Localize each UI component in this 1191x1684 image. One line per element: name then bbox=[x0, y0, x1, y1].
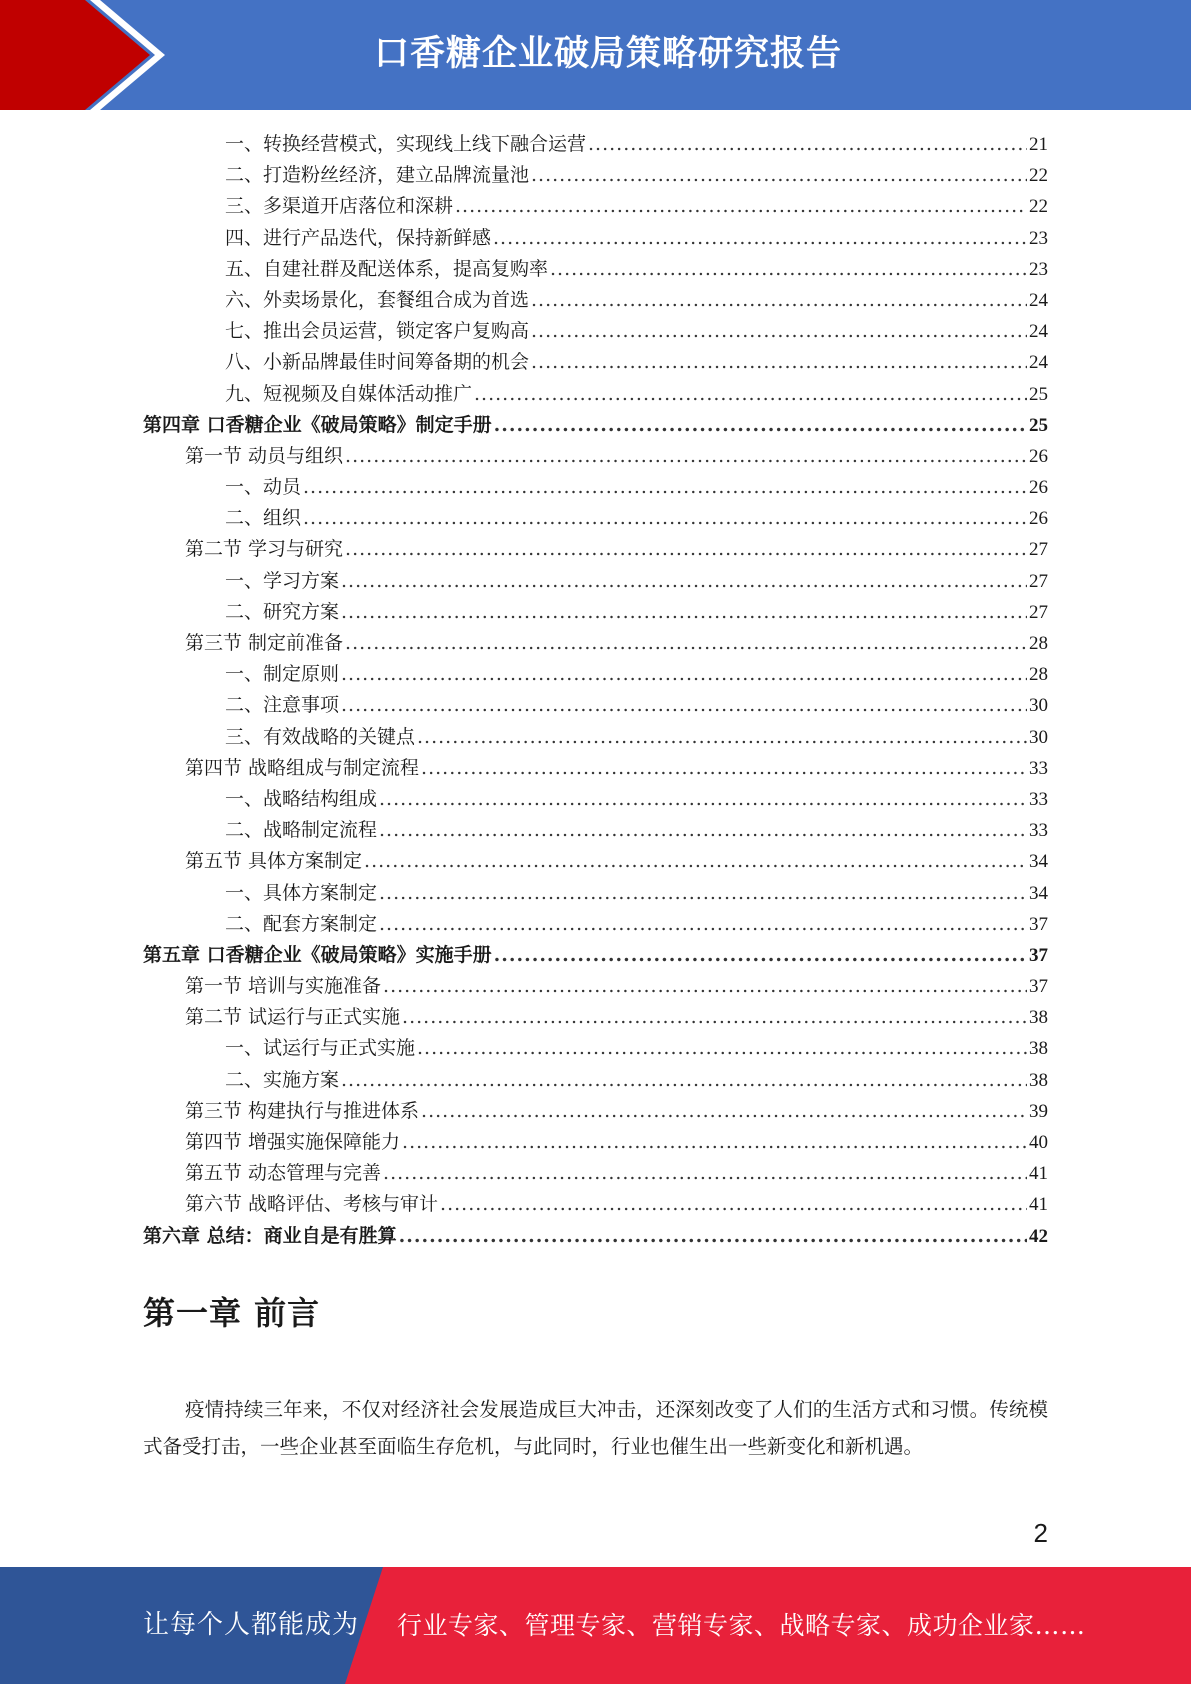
toc-entry-page: 24 bbox=[1029, 352, 1048, 374]
toc-entry-label: 一、战略结构组成 bbox=[225, 787, 378, 810]
toc-entry-label: 一、学习方案 bbox=[225, 569, 340, 592]
toc-entry-page: 22 bbox=[1029, 165, 1048, 187]
toc-leader-dots bbox=[345, 628, 1027, 659]
toc-leader-dots bbox=[399, 1221, 1027, 1252]
toc-entry-label: 第四章 口香糖企业《破局策略》制定手册 bbox=[143, 413, 492, 436]
toc-entry-page: 24 bbox=[1029, 321, 1048, 343]
toc-entry-label: 六、外卖场景化，套餐组合成为首选 bbox=[225, 288, 530, 311]
toc-leader-dots bbox=[303, 503, 1027, 534]
toc-entry[interactable] bbox=[143, 160, 1048, 191]
toc-entry[interactable] bbox=[143, 254, 1048, 285]
toc-entry[interactable] bbox=[143, 472, 1048, 503]
toc-leader-dots bbox=[402, 1002, 1027, 1033]
toc-entry[interactable] bbox=[143, 191, 1048, 222]
toc-entry-label: 第五章 口香糖企业《破局策略》实施手册 bbox=[143, 943, 492, 966]
toc-leader-dots bbox=[440, 1189, 1027, 1220]
toc-entry-page: 27 bbox=[1029, 539, 1048, 561]
footer-slogan-left: 让每个人都能成为 bbox=[143, 1610, 360, 1640]
toc-entry-label: 二、注意事项 bbox=[225, 694, 340, 717]
header-banner bbox=[0, 0, 1191, 110]
toc-entry[interactable] bbox=[143, 129, 1048, 160]
toc-entry[interactable] bbox=[143, 1158, 1048, 1189]
toc-leader-dots bbox=[364, 846, 1027, 877]
toc-entry-page: 30 bbox=[1029, 695, 1048, 717]
toc-entry[interactable] bbox=[143, 566, 1048, 597]
toc-entry[interactable] bbox=[143, 410, 1048, 441]
toc-entry-label: 第五节 具体方案制定 bbox=[185, 850, 363, 873]
toc-entry-label: 第三节 构建执行与推进体系 bbox=[185, 1099, 420, 1122]
toc-entry-page: 37 bbox=[1029, 913, 1048, 935]
toc-leader-dots bbox=[417, 722, 1027, 753]
toc-leader-dots bbox=[379, 878, 1027, 909]
toc-entry-page: 28 bbox=[1029, 633, 1048, 654]
toc-entry-label: 第二节 学习与研究 bbox=[185, 538, 344, 561]
toc-entry[interactable] bbox=[143, 971, 1048, 1002]
toc-leader-dots bbox=[341, 1065, 1027, 1096]
toc-leader-dots bbox=[493, 223, 1027, 254]
toc-entry[interactable] bbox=[143, 940, 1048, 971]
toc-leader-dots bbox=[474, 379, 1027, 410]
toc-leader-dots bbox=[588, 129, 1027, 160]
table-of-contents bbox=[143, 129, 1048, 1252]
toc-entry[interactable] bbox=[143, 1096, 1048, 1127]
toc-leader-dots bbox=[531, 347, 1027, 378]
toc-entry-label: 一、动员 bbox=[225, 476, 302, 499]
toc-entry[interactable] bbox=[143, 1065, 1048, 1096]
toc-entry[interactable] bbox=[143, 628, 1048, 659]
toc-entry[interactable] bbox=[143, 597, 1048, 628]
toc-entry[interactable] bbox=[143, 503, 1048, 534]
toc-entry-label: 第六节 战略评估、考核与审计 bbox=[185, 1193, 439, 1216]
toc-leader-dots bbox=[421, 753, 1027, 784]
chapter-paragraph: 疫情持续三年来，不仅对经济社会发展造成巨大冲击，还深刻改变了人们的生活方式和习惯。传统模式备受打击，一些企业甚至面临生存危机，与此同时，行业也催生出一些新变化和新机遇。 bbox=[143, 1398, 1048, 1458]
toc-entry-label: 第六章 总结：商业自是有胜算 bbox=[143, 1224, 397, 1247]
toc-entry[interactable] bbox=[143, 659, 1048, 690]
toc-entry[interactable] bbox=[143, 784, 1048, 815]
toc-entry-page: 42 bbox=[1029, 1225, 1048, 1247]
toc-entry-page: 26 bbox=[1029, 477, 1048, 499]
toc-entry[interactable] bbox=[143, 379, 1048, 410]
toc-entry-label: 二、战略制定流程 bbox=[225, 819, 378, 842]
toc-entry-page: 25 bbox=[1029, 383, 1048, 405]
toc-entry-page: 25 bbox=[1029, 414, 1048, 436]
toc-entry-label: 九、短视频及自媒体活动推广 bbox=[225, 382, 473, 405]
toc-entry[interactable] bbox=[143, 223, 1048, 254]
toc-entry-label: 第四节 增强实施保障能力 bbox=[185, 1131, 401, 1153]
toc-entry-page: 33 bbox=[1029, 788, 1048, 810]
toc-leader-dots bbox=[303, 472, 1027, 503]
toc-leader-dots bbox=[341, 690, 1027, 721]
toc-entry[interactable] bbox=[143, 722, 1048, 753]
toc-entry[interactable] bbox=[143, 1127, 1048, 1158]
toc-entry[interactable] bbox=[143, 1221, 1048, 1252]
toc-entry-page: 37 bbox=[1029, 976, 1048, 998]
toc-entry-page: 33 bbox=[1029, 757, 1048, 779]
toc-entry[interactable] bbox=[143, 690, 1048, 721]
toc-entry[interactable] bbox=[143, 441, 1048, 472]
toc-entry[interactable] bbox=[143, 534, 1048, 565]
chapter-heading: 第一章 前言 bbox=[143, 1294, 321, 1332]
toc-leader-dots bbox=[417, 1033, 1027, 1064]
footer-slogan-right: 行业专家、管理专家、营销专家、战略专家、成功企业家…… bbox=[397, 1611, 1086, 1640]
toc-entry-label: 二、配套方案制定 bbox=[225, 912, 378, 935]
toc-entry-label: 二、实施方案 bbox=[225, 1068, 340, 1091]
toc-leader-dots bbox=[341, 659, 1027, 690]
toc-entry-label: 第三节 制定前准备 bbox=[185, 632, 344, 654]
footer-banner bbox=[0, 1567, 1191, 1684]
toc-entry-page: 34 bbox=[1029, 851, 1048, 873]
toc-leader-dots bbox=[531, 160, 1027, 191]
toc-entry-label: 一、试运行与正式实施 bbox=[225, 1037, 416, 1060]
toc-entry-label: 五、自建社群及配送体系，提高复购率 bbox=[225, 257, 549, 280]
toc-entry[interactable] bbox=[143, 347, 1048, 378]
toc-entry[interactable] bbox=[143, 753, 1048, 784]
toc-leader-dots bbox=[402, 1127, 1027, 1158]
toc-leader-dots bbox=[531, 316, 1027, 347]
toc-entry[interactable] bbox=[143, 1002, 1048, 1033]
toc-entry-label: 七、推出会员运营，锁定客户复购高 bbox=[225, 320, 530, 343]
toc-entry-page: 28 bbox=[1029, 664, 1048, 686]
toc-entry-label: 一、具体方案制定 bbox=[225, 881, 378, 904]
toc-entry-label: 一、制定原则 bbox=[225, 663, 340, 686]
toc-entry-page: 23 bbox=[1029, 227, 1048, 249]
toc-entry-page: 37 bbox=[1029, 944, 1048, 966]
toc-leader-dots bbox=[341, 597, 1027, 628]
toc-entry-page: 23 bbox=[1029, 258, 1048, 280]
toc-entry-page: 27 bbox=[1029, 601, 1048, 623]
toc-entry-page: 27 bbox=[1029, 570, 1048, 592]
toc-entry-label: 第一节 培训与实施准备 bbox=[185, 975, 382, 998]
toc-entry[interactable] bbox=[143, 846, 1048, 877]
toc-leader-dots bbox=[379, 784, 1027, 815]
toc-entry-page: 26 bbox=[1029, 445, 1048, 467]
report-title: 口香糖企业破局策略研究报告 bbox=[373, 34, 842, 74]
toc-entry-page: 26 bbox=[1029, 508, 1048, 530]
toc-entry-label: 二、打造粉丝经济，建立品牌流量池 bbox=[225, 164, 530, 187]
toc-entry-label: 三、有效战略的关键点 bbox=[225, 725, 416, 748]
toc-leader-dots bbox=[383, 1158, 1027, 1189]
toc-entry-page: 24 bbox=[1029, 289, 1048, 311]
toc-entry-label: 第五节 动态管理与完善 bbox=[185, 1162, 382, 1185]
toc-leader-dots bbox=[550, 254, 1027, 285]
toc-entry-label: 第二节 试运行与正式实施 bbox=[185, 1006, 401, 1029]
toc-entry[interactable] bbox=[143, 878, 1048, 909]
toc-leader-dots bbox=[494, 410, 1027, 441]
toc-entry-page: 40 bbox=[1029, 1132, 1048, 1153]
toc-entry[interactable] bbox=[143, 815, 1048, 846]
toc-entry-page: 38 bbox=[1029, 1069, 1048, 1091]
toc-entry[interactable] bbox=[143, 909, 1048, 940]
toc-leader-dots bbox=[345, 441, 1027, 472]
toc-entry-label: 八、小新品牌最佳时间筹备期的机会 bbox=[225, 351, 530, 374]
toc-entry-label: 四、进行产品迭代，保持新鲜感 bbox=[225, 226, 492, 249]
toc-entry-page: 21 bbox=[1029, 134, 1048, 155]
toc-entry[interactable] bbox=[143, 285, 1048, 316]
toc-entry-page: 39 bbox=[1029, 1100, 1048, 1122]
toc-leader-dots bbox=[379, 909, 1027, 940]
toc-entry-page: 38 bbox=[1029, 1007, 1048, 1029]
toc-entry-page: 33 bbox=[1029, 820, 1048, 842]
toc-leader-dots bbox=[494, 940, 1027, 971]
toc-leader-dots bbox=[379, 815, 1027, 846]
toc-entry-page: 38 bbox=[1029, 1038, 1048, 1060]
toc-entry[interactable] bbox=[143, 1033, 1048, 1064]
toc-leader-dots bbox=[345, 534, 1027, 565]
toc-entry-label: 二、组织 bbox=[225, 507, 302, 530]
toc-leader-dots bbox=[383, 971, 1027, 1002]
toc-entry-label: 三、多渠道开店落位和深耕 bbox=[225, 195, 454, 218]
toc-entry-label: 第一节 动员与组织 bbox=[185, 444, 344, 467]
toc-leader-dots bbox=[455, 191, 1027, 222]
toc-entry-label: 第四节 战略组成与制定流程 bbox=[185, 756, 420, 779]
toc-leader-dots bbox=[421, 1096, 1027, 1127]
toc-entry[interactable] bbox=[143, 316, 1048, 347]
toc-entry-page: 30 bbox=[1029, 726, 1048, 748]
toc-entry[interactable] bbox=[143, 1189, 1048, 1220]
toc-entry-label: 一、转换经营模式，实现线上线下融合运营 bbox=[225, 133, 587, 155]
toc-entry-page: 41 bbox=[1029, 1163, 1048, 1185]
page-number: 2 bbox=[1033, 1518, 1048, 1548]
toc-entry-page: 41 bbox=[1029, 1194, 1048, 1216]
toc-entry-page: 34 bbox=[1029, 882, 1048, 904]
toc-entry-label: 二、研究方案 bbox=[225, 600, 340, 623]
toc-leader-dots bbox=[531, 285, 1027, 316]
toc-entry-page: 22 bbox=[1029, 196, 1048, 218]
toc-leader-dots bbox=[341, 566, 1027, 597]
